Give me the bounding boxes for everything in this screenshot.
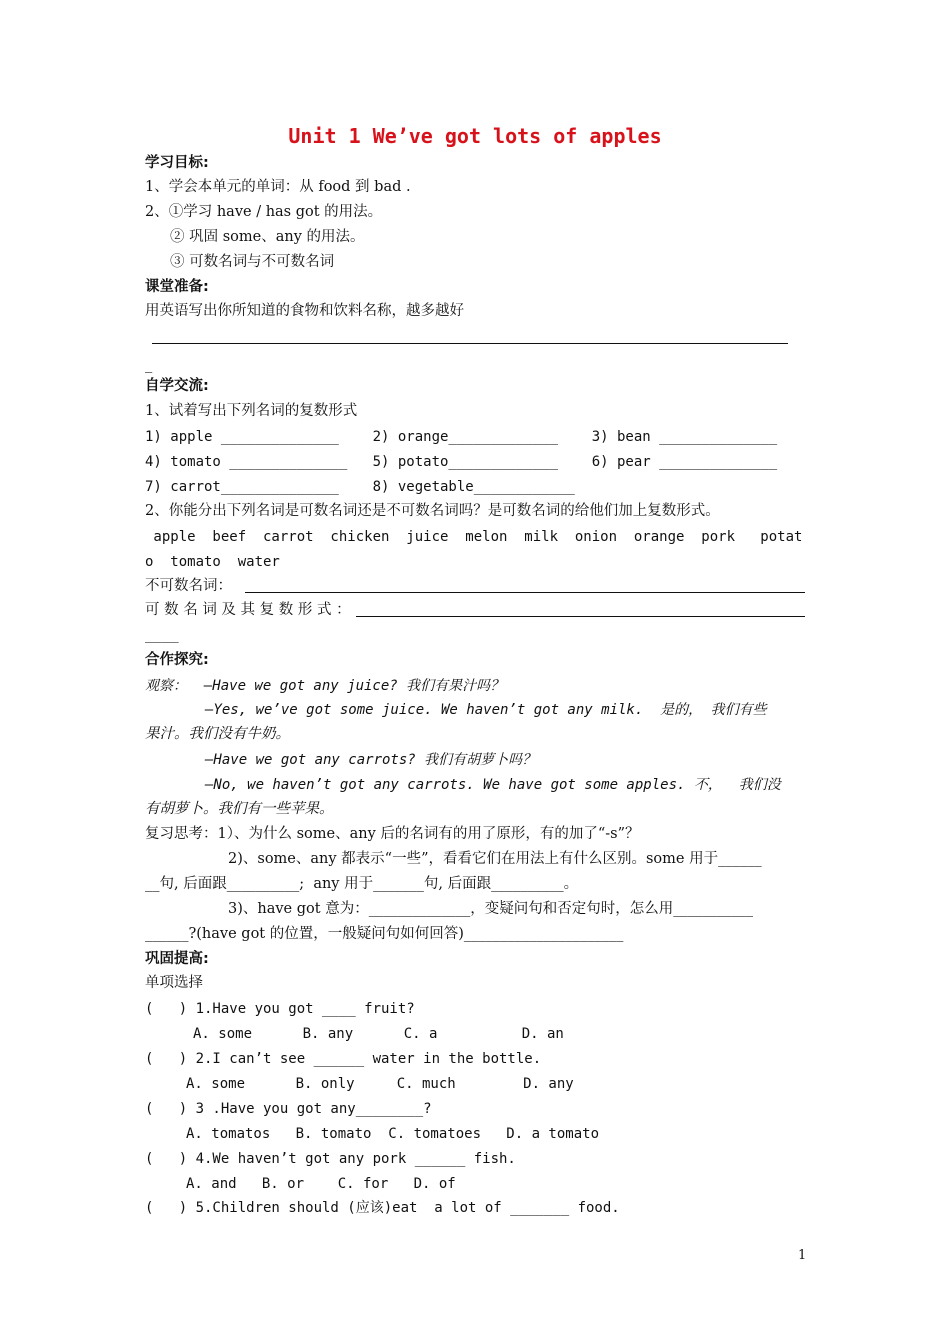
self-study-heading: 自学交流: [145, 378, 209, 394]
objective-1: 1、学会本单元的单词：从 food 到 bad . [145, 179, 411, 195]
dialog-line-2b: 果汁。我们没有牛奶。 [145, 726, 290, 742]
plural-row-2: 4) tomato ______________ 5) potato_____________ 6) pear ______________ [145, 454, 778, 470]
objective-2b: ② 巩固 some、any 的用法。 [170, 229, 365, 245]
review-3: 3)、have got 意为：______________，变疑问句和否定句时，怎么用___________ [228, 901, 753, 917]
answer-line [152, 343, 788, 344]
question-5: ( ) 5.Children should (应该)eat a lot of _______ food. [145, 1200, 620, 1216]
question-3: ( ) 3 .Have you got any________? [145, 1101, 432, 1117]
objective-2c: ③ 可数名词与不可数名词 [170, 254, 335, 270]
countable-line-tail: ____ [145, 627, 179, 643]
countable-label: 可 数 名 词 及 其 复 数 形 式 ： [145, 602, 351, 618]
answer-line-tail: _ [145, 357, 153, 373]
plural-row-1: 1) apple ______________ 2) orange_____________ 3) bean ______________ [145, 429, 778, 445]
review-3b: ______?(have got 的位置，一般疑问句如何回答)______________________ [145, 926, 624, 942]
dialog-line-4: —No, we haven’t got any carrots. We have got some apples. 不， 我们没 [205, 777, 781, 793]
noun-list-cont: o tomato water [145, 554, 280, 570]
plural-question: 1、试着写出下列名词的复数形式 [145, 403, 358, 419]
countable-line [356, 616, 805, 617]
question-4-options: A. and B. or C. for D. of [186, 1176, 456, 1192]
coop-heading: 合作探究: [145, 652, 209, 668]
multiple-choice-label: 单项选择 [145, 975, 203, 991]
review-1: 复习思考：1）、为什么 some、any 后的名词有的用了原形，有的加了“-s”？ [145, 826, 640, 842]
noun-list: apple beef carrot chicken juice melon milk onion orange pork potat [145, 529, 803, 545]
question-3-options: A. tomatos B. tomato C. tomatoes D. a tomato [186, 1126, 600, 1142]
objectives-heading: 学习目标: [145, 155, 209, 171]
review-2: 2)、some、any 都表示“一些”，看看它们在用法上有什么区别。some 用于______ [228, 851, 762, 867]
question-4: ( ) 4.We haven’t got any pork ______ fish. [145, 1151, 516, 1167]
plural-row-3: 7) carrot______________ 8) vegetable____________ [145, 479, 575, 495]
dialog-line-4b: 有胡萝卜。我们有一些苹果。 [145, 801, 334, 817]
page-title: Unit 1 We’ve got lots of apples [288, 124, 662, 148]
countable-question: 2、你能分出下列名词是可数名词还是不可数名词吗？是可数名词的给他们加上复数形式。 [145, 503, 720, 519]
review-2b: __句, 后面跟__________; any 用于_______句, 后面跟__________。 [145, 876, 579, 892]
question-2-options: A. some B. only C. much D. any [186, 1076, 574, 1092]
prep-text: 用英语写出你所知道的食物和饮料名称，越多越好 [145, 303, 464, 319]
question-2: ( ) 2.I can’t see ______ water in the bottle. [145, 1051, 542, 1067]
uncountable-line [245, 592, 805, 593]
objective-2: 2、①学习 have / has got 的用法。 [145, 204, 383, 220]
uncountable-label: 不可数名词： [145, 578, 232, 594]
page-number: 1 [798, 1248, 807, 1263]
prep-heading: 课堂准备: [145, 279, 209, 295]
consolidate-heading: 巩固提高: [145, 951, 209, 967]
question-1: ( ) 1.Have you got ____ fruit? [145, 1001, 415, 1017]
question-1-options: A. some B. any C. a D. an [193, 1026, 564, 1042]
dialog-line-3: —Have we got any carrots? 我们有胡萝卜吗？ [205, 752, 537, 768]
dialog-line-1: 观察： —Have we got any juice? 我们有果汁吗？ [145, 678, 505, 694]
dialog-line-2: —Yes, we’ve got some juice. We haven’t got any milk. 是的， 我们有些 [205, 702, 767, 718]
